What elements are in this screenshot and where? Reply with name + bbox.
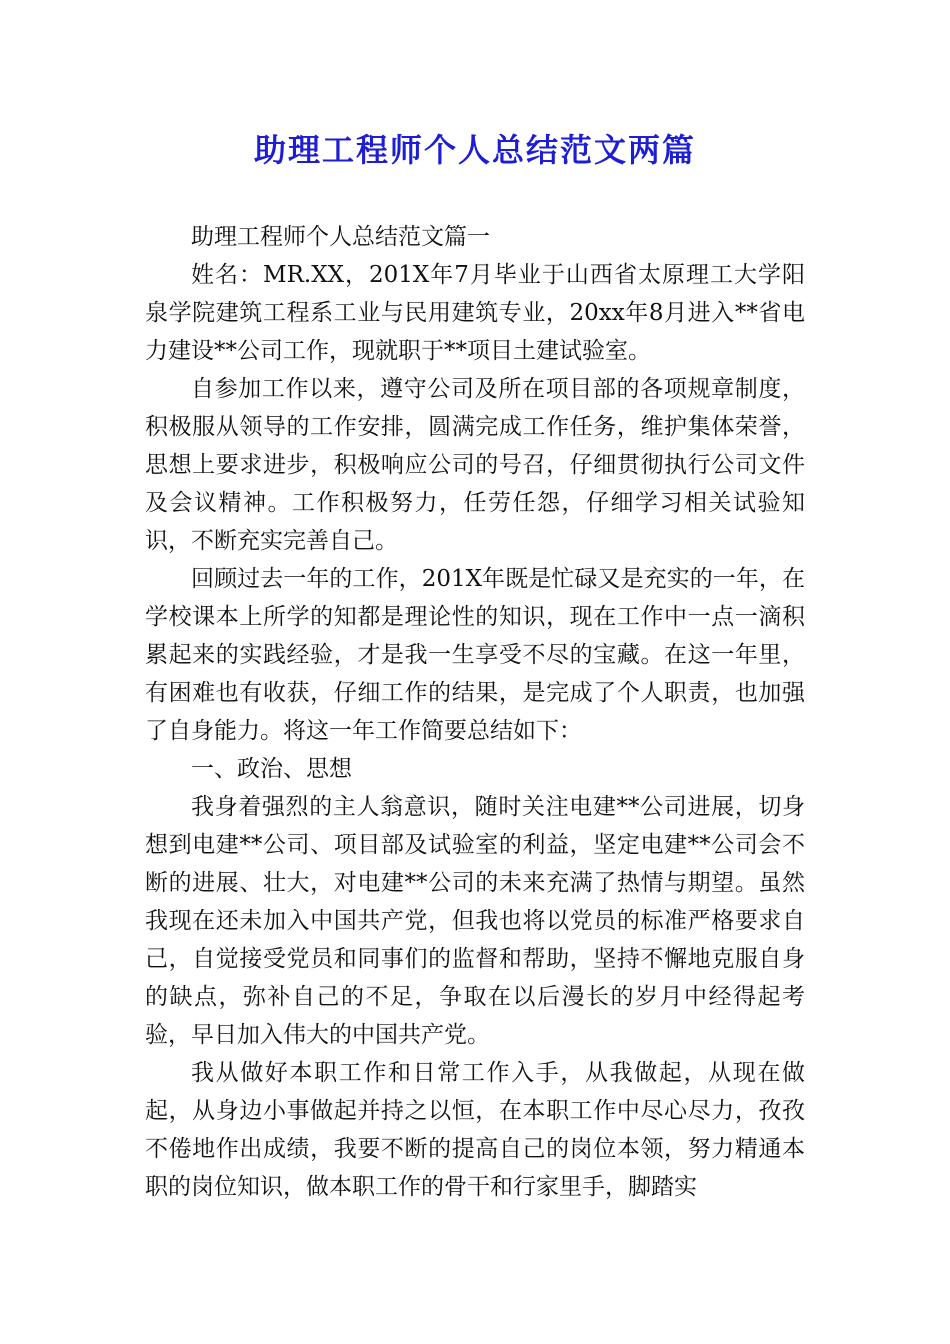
document-title: 助理工程师个人总结范文两篇 xyxy=(253,131,696,169)
paragraph: 回顾过去一年的工作，201X年既是忙碌又是充实的一年，在学校课本上所学的知都是理论性的知识，现在工作中一点一滴积累起来的实践经验，才是我一生享受不尽的宝藏。在这一年里，有困难也有收获，仔细工作的结果，是完成了个人职责，也加强了自身能力。将这一年工作简要总结如下： xyxy=(145,566,805,744)
document-body xyxy=(145,218,805,1206)
section-heading: 助理工程师个人总结范文篇一 xyxy=(191,224,490,250)
paragraph: 姓名：MR.XX，201X年7月毕业于山西省太原理工大学阳泉学院建筑工程系工业与民用建筑专业，20xx年8月进入**省电力建设**公司工作，现就职于**项目土建试验室。 xyxy=(145,262,805,364)
paragraph: 我从做好本职工作和日常工作入手，从我做起，从现在做起，从身边小事做起并持之以恒，在本职工作中尽心尽力，孜孜不倦地作出成绩，我要不断的提高自己的岗位本领，努力精通本职的岗位知识，做本职工作的骨干和行家里手，脚踏实 xyxy=(145,1060,805,1200)
paragraph: 我身着强烈的主人翁意识，随时关注电建**公司进展，切身想到电建**公司、项目部及试验室的利益，坚定电建**公司会不断的进展、壮大，对电建**公司的未来充满了热情与期望。虽然我现在还未加入中国共产党，但我也将以党员的标准严格要求自己，自觉接受党员和同事们的监督和帮助，坚持不懈地克服自身的缺点，弥补自己的不足，争取在以后漫长的岁月中经得起考验，早日加入伟大的中国共产党。 xyxy=(145,794,805,1048)
paragraph: 自参加工作以来，遵守公司及所在项目部的各项规章制度，积极服从领导的工作安排，圆满完成工作任务，维护集体荣誉，思想上要求进步，积极响应公司的号召，仔细贯彻执行公司文件及会议精神。工作积极努力，任劳任怨，仔细学习相关试验知识，不断充实完善自己。 xyxy=(145,376,805,554)
subsection-heading: 一、政治、思想 xyxy=(191,756,352,782)
